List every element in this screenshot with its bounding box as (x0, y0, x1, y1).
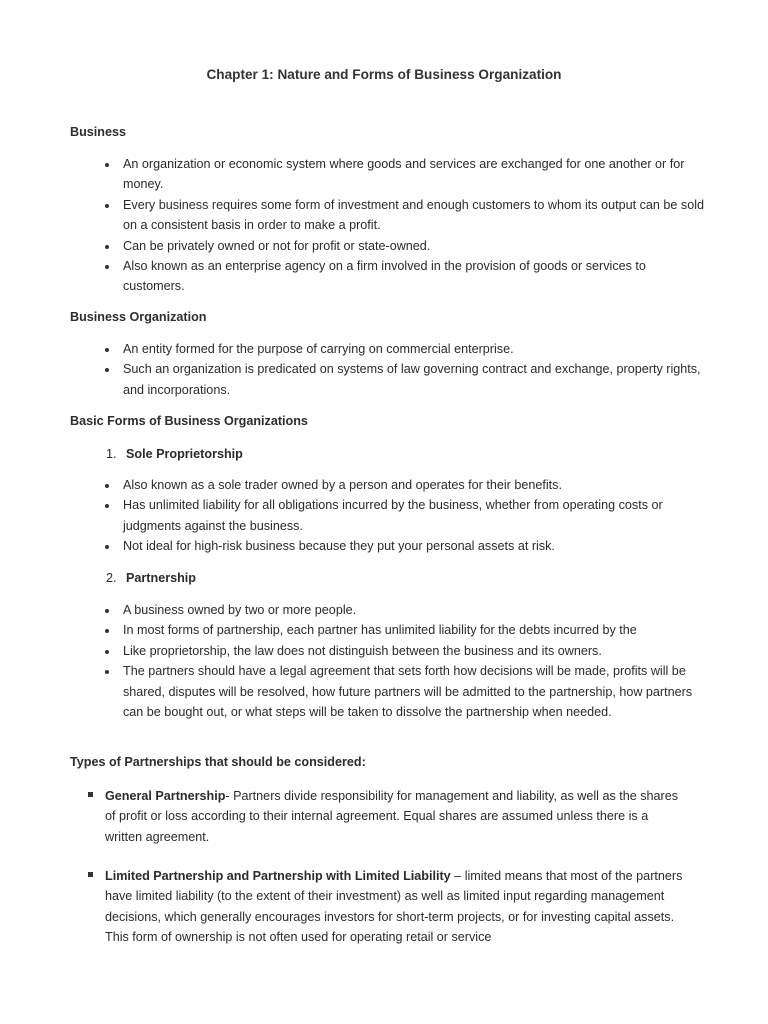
heading-business-organization: Business Organization (70, 310, 207, 324)
types-list-2 (88, 866, 688, 948)
list-item (88, 866, 688, 948)
heading-business: Business (70, 125, 126, 139)
page-title: Chapter 1: Nature and Forms of Business Organization (206, 67, 562, 82)
numbered-item (106, 568, 196, 588)
list-item: An organization or economic system where goods and services are exchanged for one another or for money. (104, 154, 704, 195)
term: Limited Partnership and Partnership with Limited Liability (105, 869, 451, 883)
list-item: Such an organization is predicated on systems of law governing contract and exchange, property rights, and incorporations. (104, 359, 704, 400)
heading-basic-forms: Basic Forms of Business Organizations (70, 414, 308, 428)
definition: – limited means that most of the partners have limited liability (to the extent of their investment) as well as limited input regarding management decisions, which generally encourages investors for short-term projects, or for investing capital assets. This form of ownership is not often used for operating retail or service (105, 869, 683, 945)
item-label: Partnership (126, 571, 196, 585)
partnership-list (104, 600, 704, 722)
business-list (104, 154, 704, 297)
heading-types-of-partnerships: Types of Partnerships that should be considered: (70, 755, 366, 769)
list-item: An entity formed for the purpose of carrying on commercial enterprise. (104, 339, 704, 359)
list-item: In most forms of partnership, each partner has unlimited liability for the debts incurred by the (104, 620, 704, 640)
item-number: 1. (106, 447, 117, 461)
business-organization-list (104, 339, 704, 400)
item-number: 2. (106, 571, 117, 585)
definition: - Partners divide responsibility for management and liability, as well as the shares of profit or loss according to their internal agreement. Equal shares are assumed unless there is a written agreement. (105, 789, 679, 844)
sole-proprietorship-heading (106, 444, 243, 464)
list-item: Can be privately owned or not for profit or state-owned. (104, 236, 704, 256)
list-item: Has unlimited liability for all obligations incurred by the business, whether from operating costs or judgments against the business. (104, 495, 704, 536)
list-item: The partners should have a legal agreement that sets forth how decisions will be made, profits will be shared, disputes will be resolved, how future partners will be admitted to the partnership, how partners can be bought out, or what steps will be taken to dissolve the partnership when needed. (104, 661, 704, 722)
sole-proprietorship-list (104, 475, 704, 557)
list-item: Also known as a sole trader owned by a person and operates for their benefits. (104, 475, 704, 495)
list-item: Like proprietorship, the law does not distinguish between the business and its owners. (104, 641, 704, 661)
list-item: A business owned by two or more people. (104, 600, 704, 620)
types-list-1 (88, 786, 688, 847)
partnership-heading (106, 568, 196, 588)
list-item: Every business requires some form of investment and enough customers to whom its output can be sold on a consistent basis in order to make a profit. (104, 195, 704, 236)
list-item: Not ideal for high-risk business because they put your personal assets at risk. (104, 536, 704, 556)
term: General Partnership (105, 789, 226, 803)
list-item: Also known as an enterprise agency on a firm involved in the provision of goods or services to customers. (104, 256, 704, 297)
item-label: Sole Proprietorship (126, 447, 243, 461)
numbered-item (106, 444, 243, 464)
list-item (88, 786, 688, 847)
